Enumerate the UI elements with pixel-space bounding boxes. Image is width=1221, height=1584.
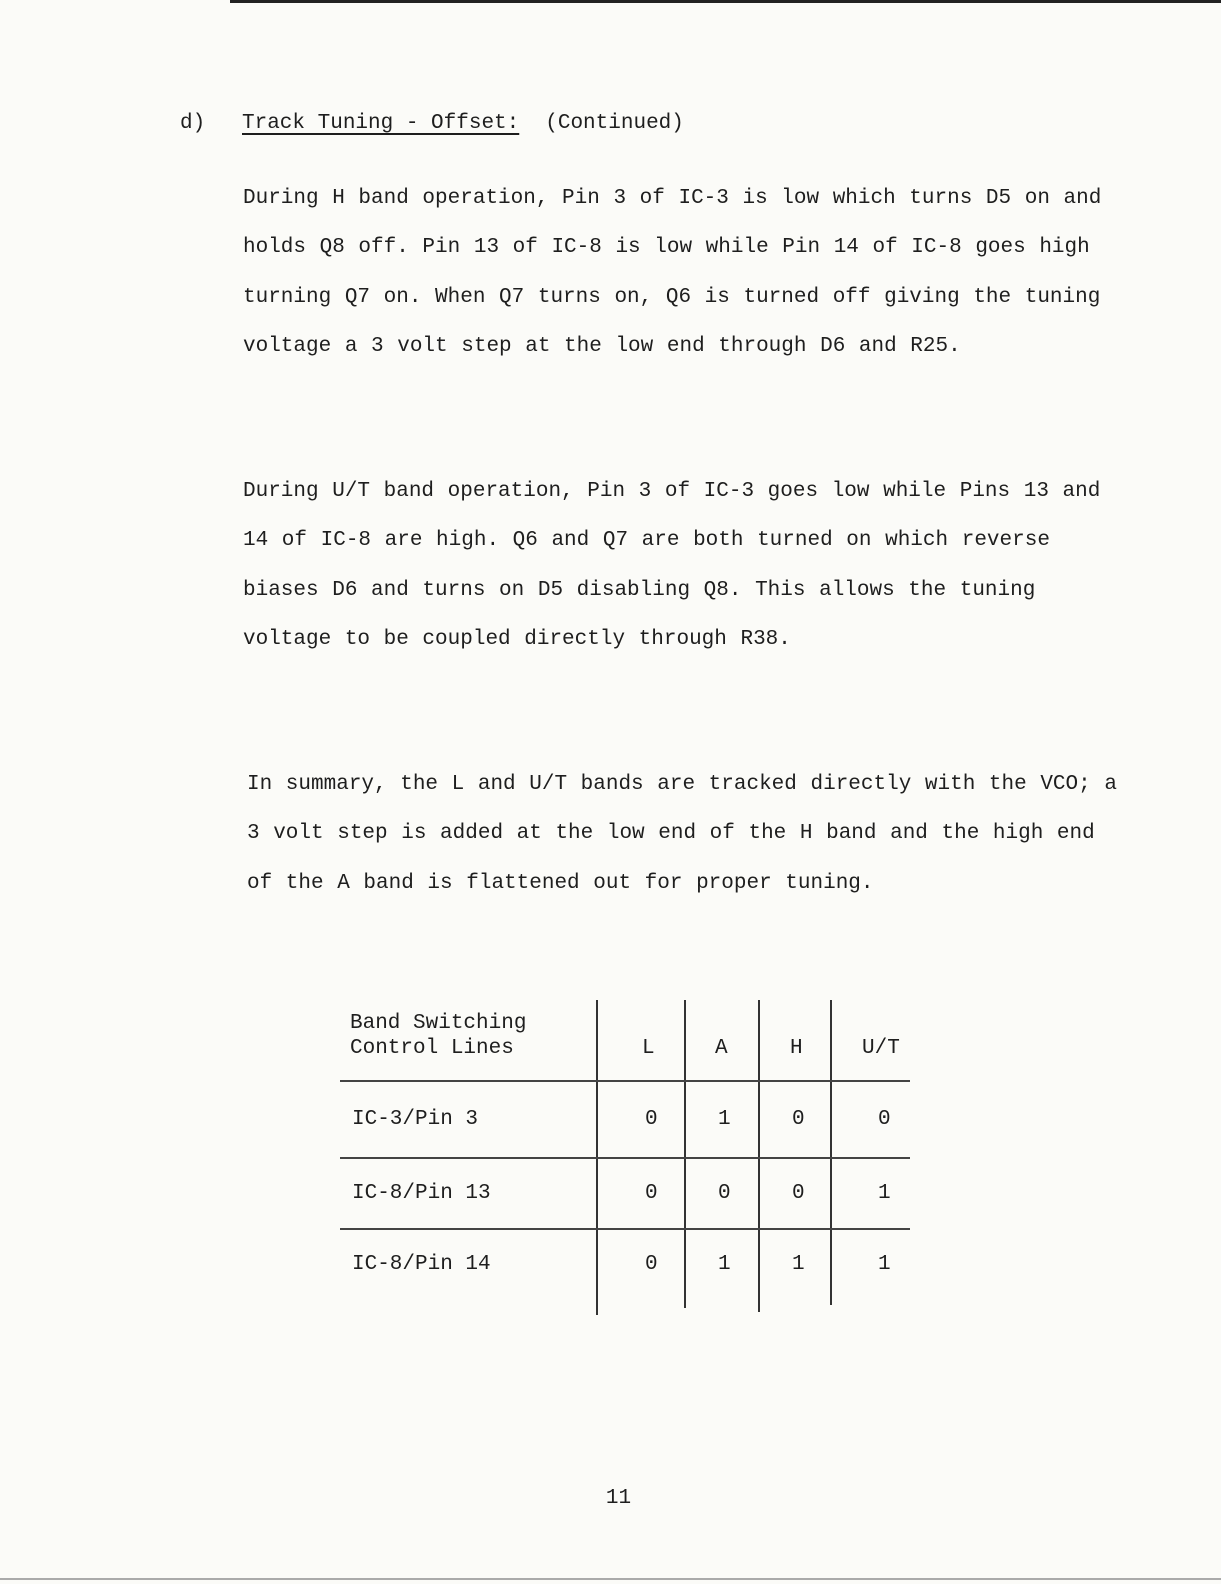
table-cell: 0 — [792, 1182, 805, 1205]
row-label-ic8-pin14: IC-8/Pin 14 — [352, 1253, 491, 1276]
table-cell: 1 — [718, 1253, 731, 1276]
table-cell: 0 — [718, 1182, 731, 1205]
table-cell: 1 — [878, 1253, 891, 1276]
table-cell: 0 — [645, 1108, 658, 1131]
table-cell: 0 — [645, 1253, 658, 1276]
table-header-line2: Control Lines — [350, 1037, 514, 1060]
bottom-edge-rule — [0, 1578, 1221, 1580]
section-heading — [180, 112, 684, 135]
row-label-ic3-pin3: IC-3/Pin 3 — [352, 1108, 479, 1131]
table-cell: 0 — [645, 1182, 658, 1205]
table-divider-horizontal — [340, 1080, 910, 1082]
table-divider-vertical — [684, 1000, 686, 1308]
table-cell: 0 — [878, 1108, 891, 1131]
table-divider-horizontal — [340, 1157, 910, 1159]
column-header-h: H — [790, 1037, 803, 1060]
top-edge-rule — [230, 0, 1221, 3]
page-number: 11 — [605, 1487, 632, 1510]
section-letter: d) — [180, 112, 206, 135]
band-switching-table — [340, 1000, 920, 1320]
paragraph-ut-band: During U/T band operation, Pin 3 of IC-3 goes low while Pins 13 and 14 of IC-8 are high. Q6 and Q7 are both turned on which reverse biases D6 and turns on D5 disabling Q8. This allows the tuning voltage to be coupled directly through R38. — [243, 480, 1101, 651]
table-header-line1: Band Switching — [350, 1012, 527, 1035]
table-divider-vertical — [758, 1000, 760, 1312]
paragraph-h-band: During H band operation, Pin 3 of IC-3 is low which turns D5 on and holds Q8 off. Pin 13 of IC-8 is low while Pin 14 of IC-8 goes high turning Q7 on. When Q7 turns on, Q6 is turned off giving the tuning voltage a 3 volt step at the low end through D6 and R25. — [243, 187, 1102, 358]
table-divider-vertical — [830, 1000, 832, 1305]
column-header-a: A — [715, 1037, 728, 1060]
section-title: Track Tuning - Offset: — [242, 112, 520, 135]
section-continued-note: (Continued) — [545, 112, 684, 135]
table-cell: 1 — [878, 1182, 891, 1205]
column-header-ut: U/T — [862, 1037, 900, 1060]
row-label-ic8-pin13: IC-8/Pin 13 — [352, 1182, 491, 1205]
paragraph-summary: In summary, the L and U/T bands are tracked directly with the VCO; a 3 volt step is added at the low end of the H band and the high end of the A band is flattened out for proper tuning. — [247, 773, 1117, 895]
table-divider-horizontal — [340, 1228, 910, 1230]
column-header-l: L — [642, 1037, 655, 1060]
table-cell: 1 — [718, 1108, 731, 1131]
table-cell: 0 — [792, 1108, 805, 1131]
table-cell: 1 — [792, 1253, 805, 1276]
